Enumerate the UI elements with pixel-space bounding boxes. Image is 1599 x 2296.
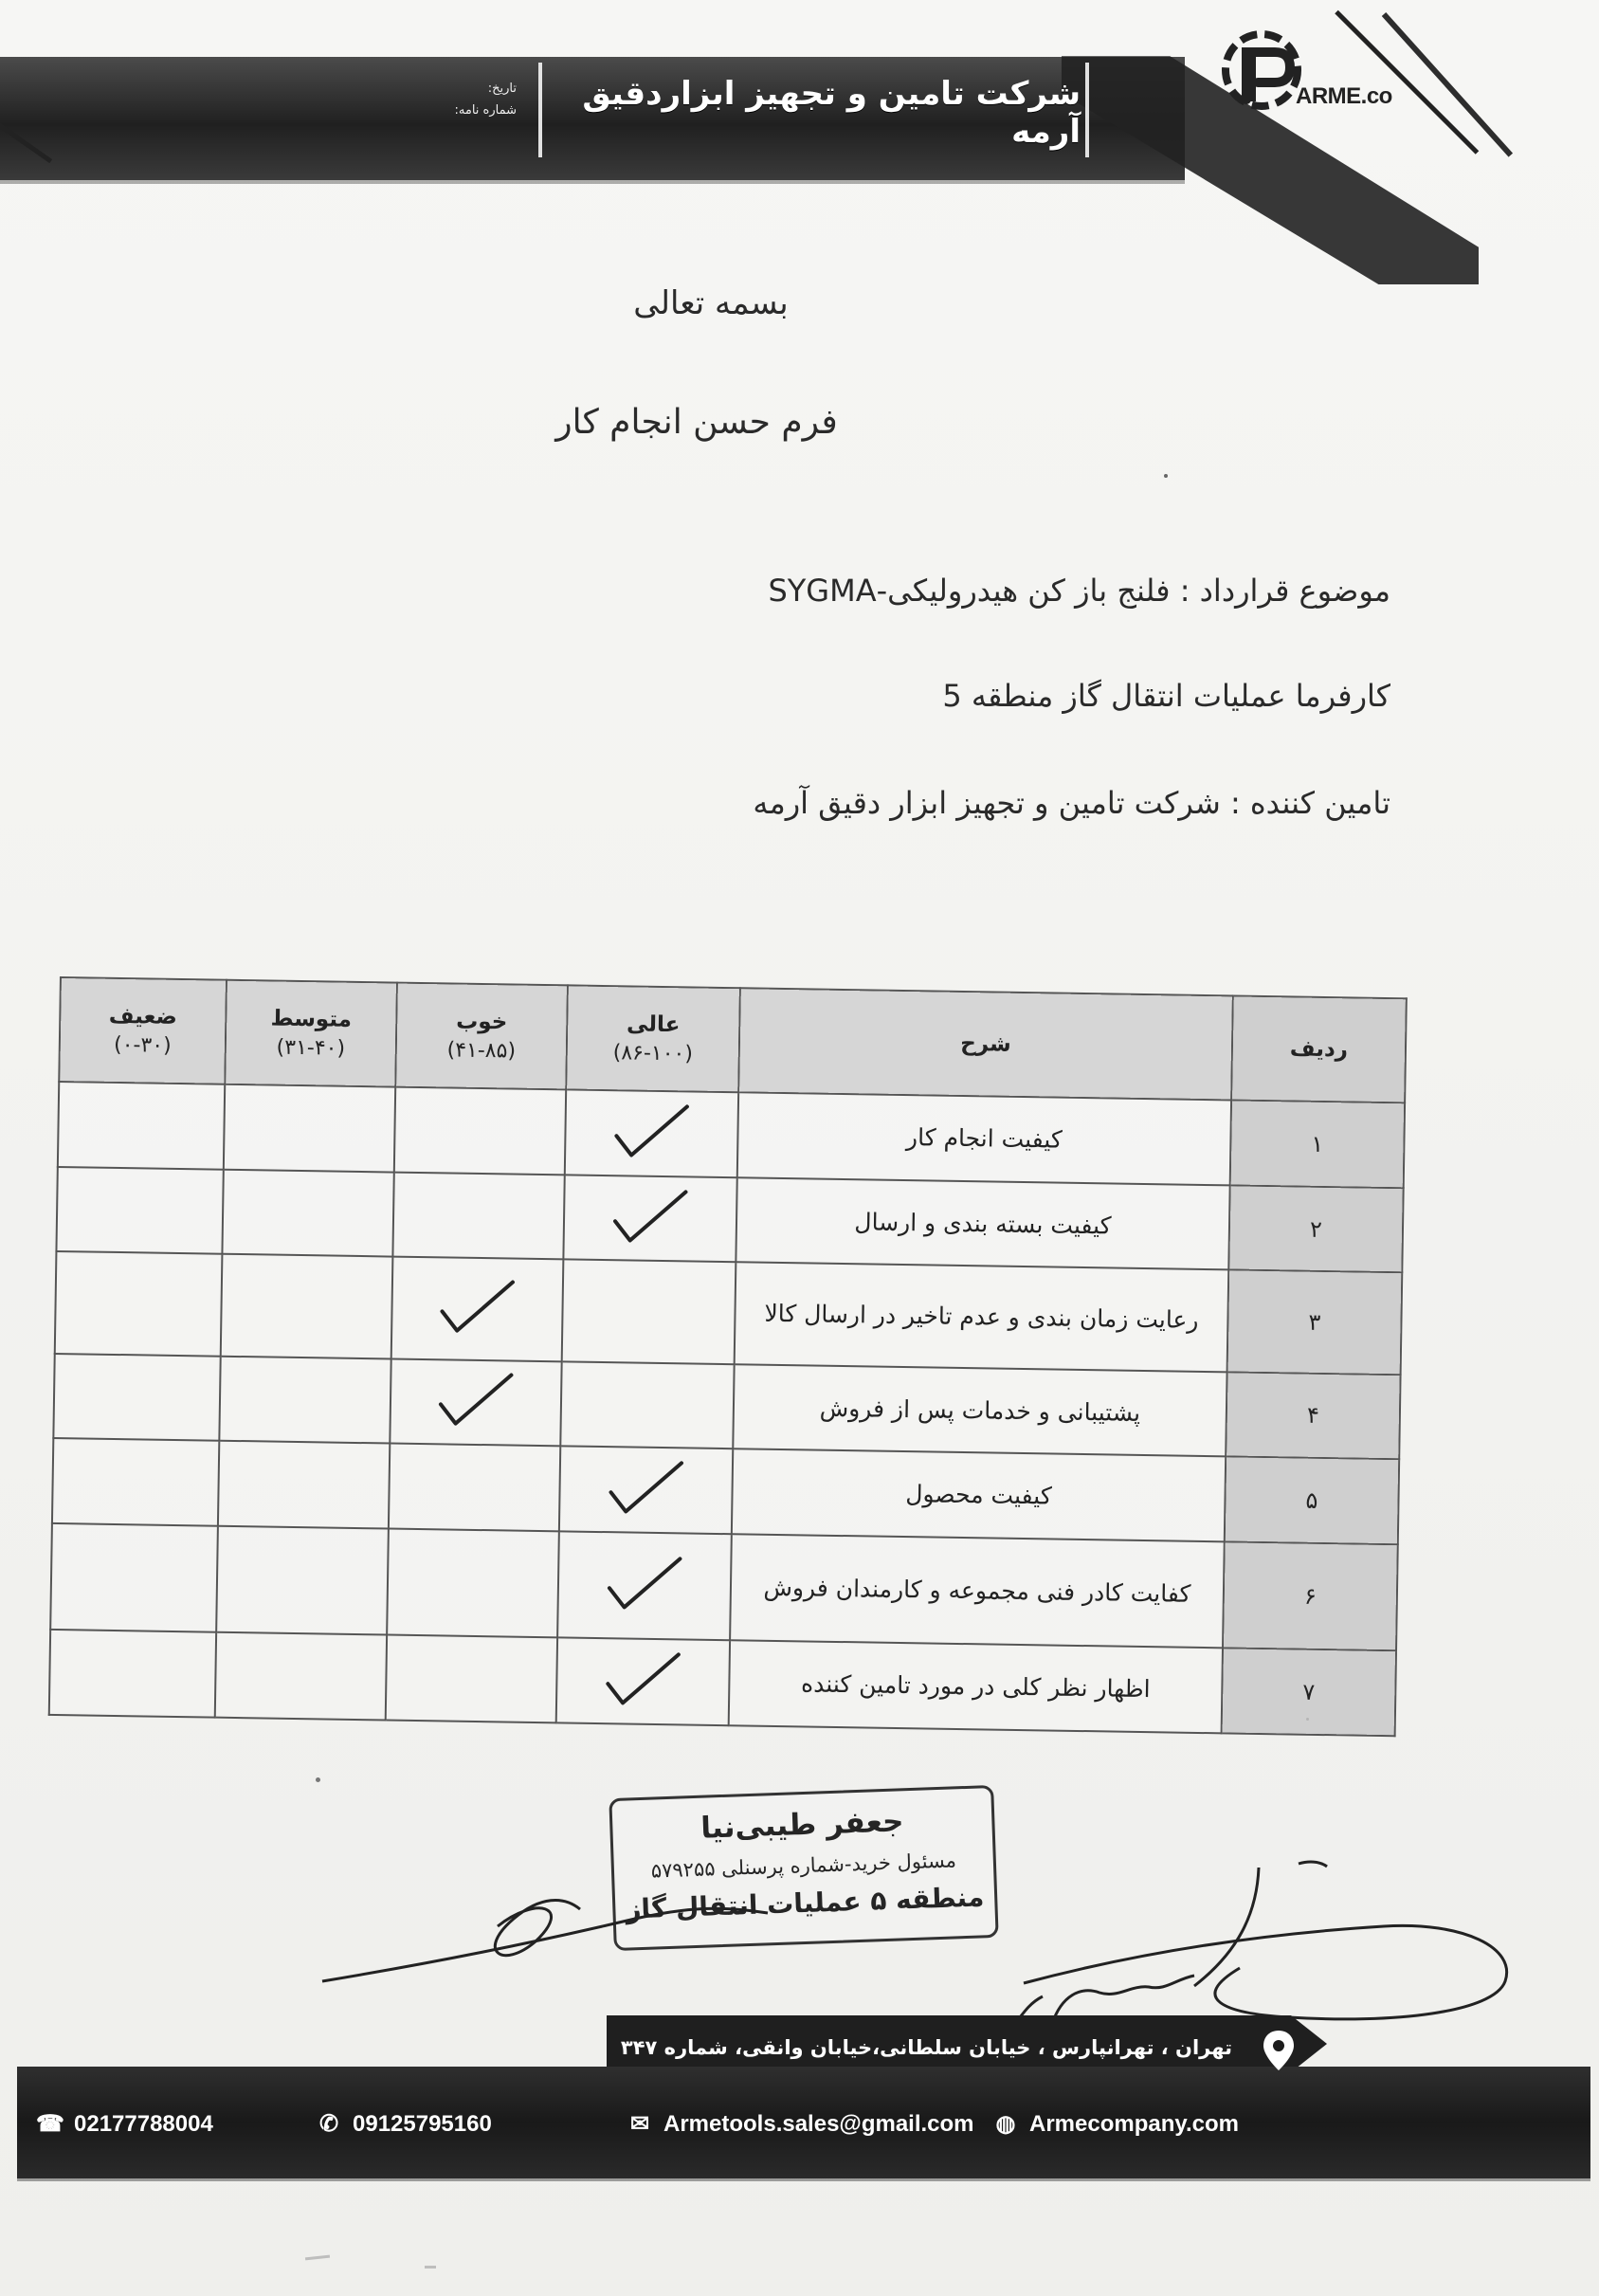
weak-cell [52, 1438, 219, 1525]
criteria-description: رعایت زمان بندی و عدم تاخیر در ارسال کالا [735, 1263, 1229, 1372]
envelope-icon: ✉ [629, 2111, 650, 2137]
row-number: ۶ [1223, 1541, 1398, 1650]
footer-address: تهران ، تهرانپارس ، خیابان سلطانی،خیابان وانقی، شماره ۳۴۷ [620, 2036, 1232, 2059]
employer-line: کارفرما عملیات انتقال گاز منطقه 5 [942, 678, 1390, 714]
stamp-name: جعفر طیبی‌نیا [700, 1804, 904, 1846]
criteria-description: کیفیت محصول [732, 1449, 1226, 1541]
logo-text: ARME.co [1296, 83, 1392, 109]
check-mark-icon [425, 1275, 530, 1343]
criteria-description: پشتیبانی و خدمات پس از فروش [733, 1364, 1227, 1457]
phone-handset-icon: ✆ [318, 2111, 339, 2137]
header-good-label: خوب [456, 1009, 508, 1035]
table-row [50, 1523, 1398, 1650]
weak-cell [49, 1630, 216, 1718]
criteria-description: کفایت کادر فنی مجموعه و کارمندان فروش [730, 1534, 1225, 1648]
location-pin-icon [1261, 2029, 1297, 2072]
row-number: ۷ [1222, 1649, 1396, 1737]
stamp-unit: منطقه ۵ عملیات انتقال گاز [625, 1881, 985, 1925]
header-weak-label: ضعیف [108, 1003, 178, 1030]
good-cell [391, 1257, 564, 1361]
header-good-range: (۴۱-۸۵) [446, 1038, 517, 1064]
footer-email [626, 2108, 974, 2141]
criteria-description: کیفیت بسته بندی و ارسال [736, 1177, 1229, 1270]
row-number: ۴ [1226, 1372, 1400, 1460]
average-cell [221, 1254, 393, 1358]
average-cell [218, 1441, 390, 1529]
weak-cell [56, 1167, 223, 1254]
header-average-label: متوسط [270, 1006, 353, 1032]
excellent-cell [563, 1175, 736, 1263]
average-cell [219, 1356, 391, 1444]
header-row-number: ردیف [1231, 995, 1407, 1102]
excellent-cell [557, 1531, 732, 1640]
mobile-number: 09125795160 [353, 2111, 492, 2137]
good-cell [392, 1172, 564, 1260]
header-excellent-range: (۸۶-۱۰۰) [612, 1040, 694, 1066]
paper-speck [1306, 1718, 1309, 1721]
supplier-line: تامین کننده : شرکت تامین و تجهیز ابزار دقیق آرمه [753, 785, 1390, 821]
average-cell [222, 1169, 393, 1257]
phone-number: 02177788004 [74, 2111, 213, 2137]
check-mark-icon [423, 1368, 528, 1436]
company-name: شرکت تامین و تجهیز ابزاردقیق آرمه [582, 75, 1081, 151]
header-average-range: (۳۱-۴۰) [276, 1035, 346, 1061]
good-cell [386, 1635, 557, 1723]
website-address: Armecompany.com [1029, 2111, 1239, 2137]
letter-meta [403, 78, 517, 122]
weak-cell [53, 1354, 220, 1441]
row-number: ۵ [1225, 1457, 1399, 1545]
footer-website [991, 2108, 1239, 2141]
excellent-cell [559, 1447, 733, 1535]
good-cell [394, 1087, 566, 1175]
weak-cell [50, 1523, 218, 1632]
weak-cell [58, 1082, 225, 1169]
check-mark-icon [598, 1185, 703, 1253]
average-cell [215, 1632, 387, 1721]
letter-number-label: شماره نامه: [454, 103, 517, 118]
average-cell [224, 1084, 395, 1173]
check-mark-icon [591, 1552, 697, 1620]
excellent-cell [565, 1089, 738, 1177]
good-cell [390, 1358, 561, 1447]
weak-cell [55, 1251, 223, 1356]
paper-speck [425, 2266, 436, 2269]
excellent-cell [560, 1361, 734, 1449]
stamp-role: مسئول خرید-شماره پرسنلی ۵۷۹۲۵۵ [650, 1849, 957, 1883]
paper-mark [316, 1777, 320, 1782]
excellent-cell [562, 1260, 736, 1364]
good-cell [387, 1529, 559, 1638]
bismillah-heading: بسمه تعالی [633, 284, 789, 322]
excellent-cell [556, 1638, 730, 1726]
contract-subject: موضوع قرارداد : فلنج باز کن هیدرولیکی-SYGMA [768, 573, 1390, 609]
header-excellent [566, 985, 740, 1092]
letterhead-divider [1085, 63, 1089, 157]
average-cell [216, 1526, 389, 1635]
evaluation-table [48, 976, 1408, 1737]
header-weak-range: (۰-۳۰) [113, 1032, 172, 1058]
globe-icon: ◍ [995, 2111, 1016, 2137]
footer-mobile [315, 2108, 492, 2141]
check-mark-icon [591, 1648, 696, 1716]
footer-phone [36, 2108, 213, 2141]
header-excellent-label: عالی [626, 1011, 681, 1038]
company-logo [1208, 19, 1455, 123]
row-number: ۲ [1228, 1185, 1403, 1273]
criteria-description: کیفیت انجام کار [737, 1092, 1231, 1185]
header-good [395, 983, 568, 1090]
row-number: ۱ [1230, 1100, 1405, 1188]
date-label: تاریخ: [487, 82, 517, 96]
header-weak [59, 977, 227, 1084]
check-mark-icon [593, 1456, 699, 1524]
check-mark-icon [599, 1100, 704, 1168]
good-cell [389, 1444, 560, 1532]
paper-mark [1164, 474, 1168, 478]
criteria-description: اظهار نظر کلی در مورد تامین کننده [729, 1640, 1223, 1733]
header-average [225, 980, 397, 1087]
row-number: ۳ [1227, 1270, 1403, 1375]
header-description: شرح [738, 988, 1233, 1100]
telephone-icon: ☎ [36, 2111, 64, 2137]
form-title: فرم حسن انجام کار [555, 403, 838, 442]
evaluation-table-wrapper [48, 976, 1406, 1737]
email-address: Armetools.sales@gmail.com [663, 2111, 974, 2137]
